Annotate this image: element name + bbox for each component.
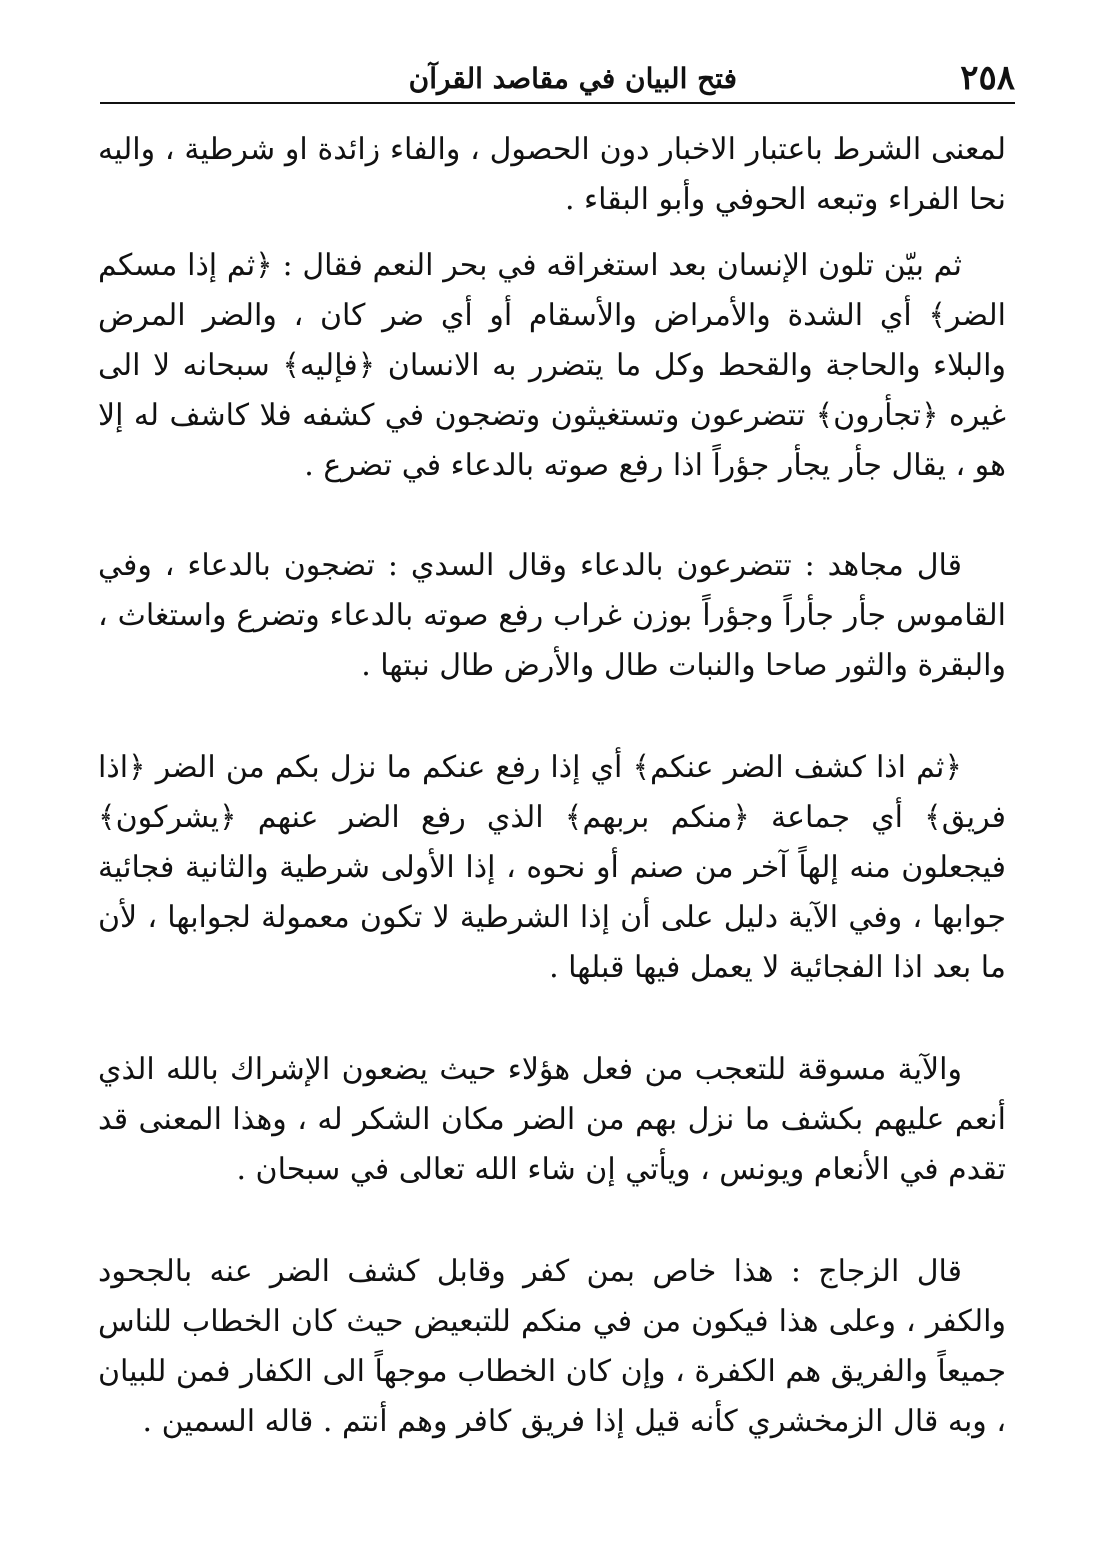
paragraph: والآية مسوقة للتعجب من فعل هؤلاء حيث يضعون الإشراك بالله الذي أنعم عليهم بكشف ما نزل بهم من الضر مكان الشكر له ، وهذا المعنى قد تقدم في الأنعام ويونس ، ويأتي إن شاء الله تعالى في سبحان . <box>98 1052 1006 1187</box>
paragraph: ثم بيّن تلون الإنسان بعد استغراقه في بحر النعم فقال : ﴿ثم إذا مسكم الضر﴾ أي الشدة والأمراض والأسقام أو أي ضر كان ، والضر المرض والبلاء والحاجة والقحط وكل ما يتضرر به الانسان ﴿فإليه﴾ سبحانه لا الى غيره ﴿تجأرون﴾ تتضرعون وتستغيثون وتضجون في كشفه فلا كاشف له إلا هو ، يقال جأر يجأر جؤراً اذا رفع صوته بالدعاء في تضرع . <box>98 248 1006 483</box>
page-header <box>100 52 1015 104</box>
paragraph: لمعنى الشرط باعتبار الاخبار دون الحصول ، والفاء زائدة او شرطية ، واليه نحا الفراء وتبعه الحوفي وأبو البقاء . <box>98 132 1006 217</box>
paragraph: قال الزجاج : هذا خاص بمن كفر وقابل كشف الضر عنه بالجحود والكفر ، وعلى هذا فيكون من في منكم للتبعيض حيث كان الخطاب للناس جميعاً والفريق هم الكفرة ، وإن كان الخطاب موجهاً الى الكفار فمن للبيان ، وبه قال الزمخشري كأنه قيل إذا فريق كافر وهم أنتم . قاله السمين . <box>98 1254 1006 1439</box>
paragraph: قال مجاهد : تتضرعون بالدعاء وقال السدي : تضجون بالدعاء ، وفي القاموس جأر جأراً وجؤراً بوزن غراب رفع صوته بالدعاء وتضرع واستغاث ، والبقرة والثور صاحا والنبات طال والأرض طال نبتها . <box>98 548 1006 683</box>
page-body <box>98 125 1006 1447</box>
paragraph: ﴿ثم اذا كشف الضر عنكم﴾ أي إذا رفع عنكم ما نزل بكم من الضر ﴿اذا فريق﴾ أي جماعة ﴿منكم بربهم﴾ الذي رفع الضر عنهم ﴿يشركون﴾ فيجعلون منه إلهاً آخر من صنم أو نحوه ، إذا الأولى شرطية والثانية فجائية جوابها ، وفي الآية دليل على أن إذا الشرطية لا تكون معمولة لجوابها ، لأن ما بعد اذا الفجائية لا يعمل فيها قبلها . <box>98 750 1006 985</box>
book-title: فتح البيان في مقاصد القرآن <box>408 62 737 95</box>
page-number: ٢٥٨ <box>960 58 1015 98</box>
